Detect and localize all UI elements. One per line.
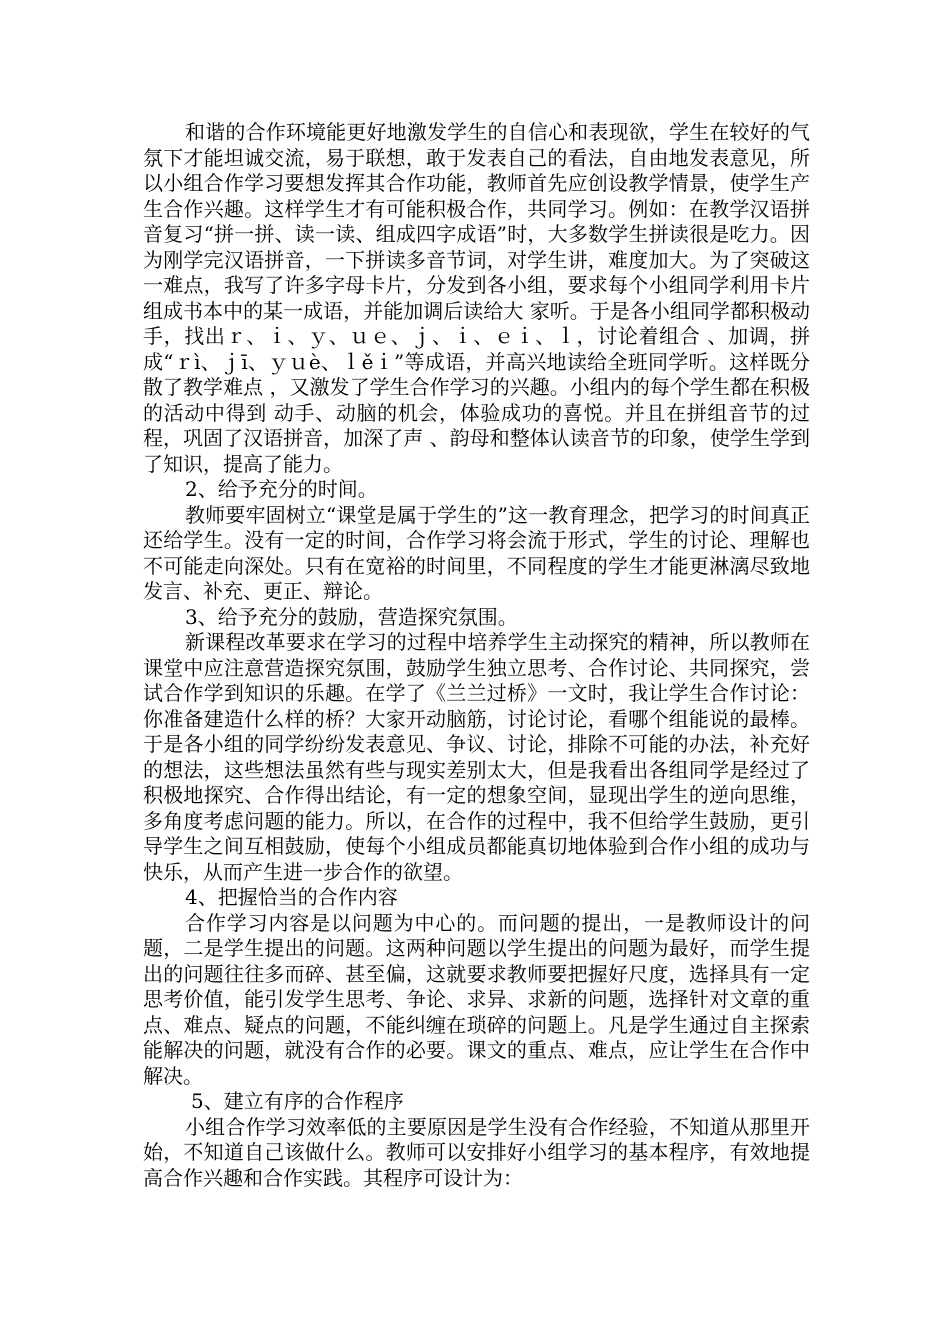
paragraph-cooperation-environment: 和谐的合作环境能更好地激发学生的自信心和表现欲，学生在较好的气氛下才能坦诚交流，易于联想，敢于发表自己的看法，自由地发表意见，所以小组合作学习要想发挥其合作功能，教师首先应创设教学情景，使学生产生合作兴趣。这样学生才有可能积极合作，共同学习。例如：在教学汉语拼音复习“拼一拼、读一读、组成四字成语”时，大多数学生拼读很是吃力。因为刚学完汉语拼音，一下拼读多音节词，对学生讲，难度加大。为了突破这一难点，我写了许多字母卡片，分发到各小组，要求每个小组同学利用卡片组成书本中的某一成语，并能加调后读给大 家听。于是各小组同学都积极动手，找出ｒ、ｉ、ｙ、ｕｅ、ｊ、ｉ、ｅｉ、ｌ，讨论着组合 、加调，拼成“ｒì、ｊī、ｙｕè、ｌěｉ”等成语，并高兴地读给全班同学听。这样既分散了教学难点 ，又激发了学生合作学习的兴趣。小组内的每个学生都在积极的活动中得到 动手、动脑的机会，体验成功的喜悦。并且在拼组音节的过程，巩固了汉语拼音，加深了声 、韵母和整体认读音节的印象，使学生学到了知识，提高了能力。 (143, 120, 810, 476)
section-heading-5: 5、建立有序的合作程序 (191, 1089, 404, 1113)
section-heading-2: 2、给予充分的时间。 (185, 477, 378, 501)
section-heading-3: 3、给予充分的鼓励，营造探究氛围。 (185, 604, 518, 629)
paragraph-time: 教师要牢固树立“课堂是属于学生的”这一教育理念，把学习的时间真正还给学生。没有一定的时间，合作学习将会流于形式，学生的讨论、理解也不可能走向深处。只有在宽裕的时间里，不同程度的学生才能更淋漓尽致地发言、补充、更正、辩论。 (143, 502, 810, 603)
document-page (143, 120, 810, 1191)
paragraph-content: 合作学习内容是以问题为中心的。而问题的提出，一是教师设计的问题，二是学生提出的问题。这两种问题以学生提出的问题为最好，而学生提出的问题往往多而碎、甚至偏，这就要求教师要把握好尺度，选择具有一定思考价值，能引发学生思考、争论、求异、求新的问题，选择针对文章的重点、难点、疑点的问题，不能纠缠在琐碎的问题上。凡是学生通过自主探索能解决的问题，就没有合作的必要。课文的重点、难点，应让学生在合作中解决。 (143, 910, 810, 1088)
section-heading-4: 4、把握恰当的合作内容 (185, 885, 398, 909)
paragraph-procedure: 小组合作学习效率低的主要原因是学生没有合作经验，不知道从那里开始，不知道自己该做什么。教师可以安排好小组学习的基本程序，有效地提高合作兴趣和合作实践。其程序可设计为： (143, 1114, 810, 1190)
paragraph-encouragement: 新课程改革要求在学习的过程中培养学生主动探究的精神，所以教师在课堂中应注意营造探究氛围，鼓励学生独立思考、合作讨论、共同探究，尝试合作学到知识的乐趣。在学了《兰兰过桥》一文时，我让学生合作讨论：你准备建造什么样的桥？大家开动脑筋，讨论讨论，看哪个组能说的最棒。于是各小组的同学纷纷发表意见、争议、讨论，排除不可能的办法，补充好的想法，这些想法虽然有些与现实差别太大，但是我看出各组同学是经过了积极地探究、合作得出结论，有一定的想象空间，显现出学生的逆向思维，多角度考虑问题的能力。所以，在合作的过程中，我不但给学生鼓励，更引导学生之间互相鼓励，使每个小组成员都能真切地体验到合作小组的成功与快乐，从而产生进一步合作的欲望。 (143, 630, 810, 884)
